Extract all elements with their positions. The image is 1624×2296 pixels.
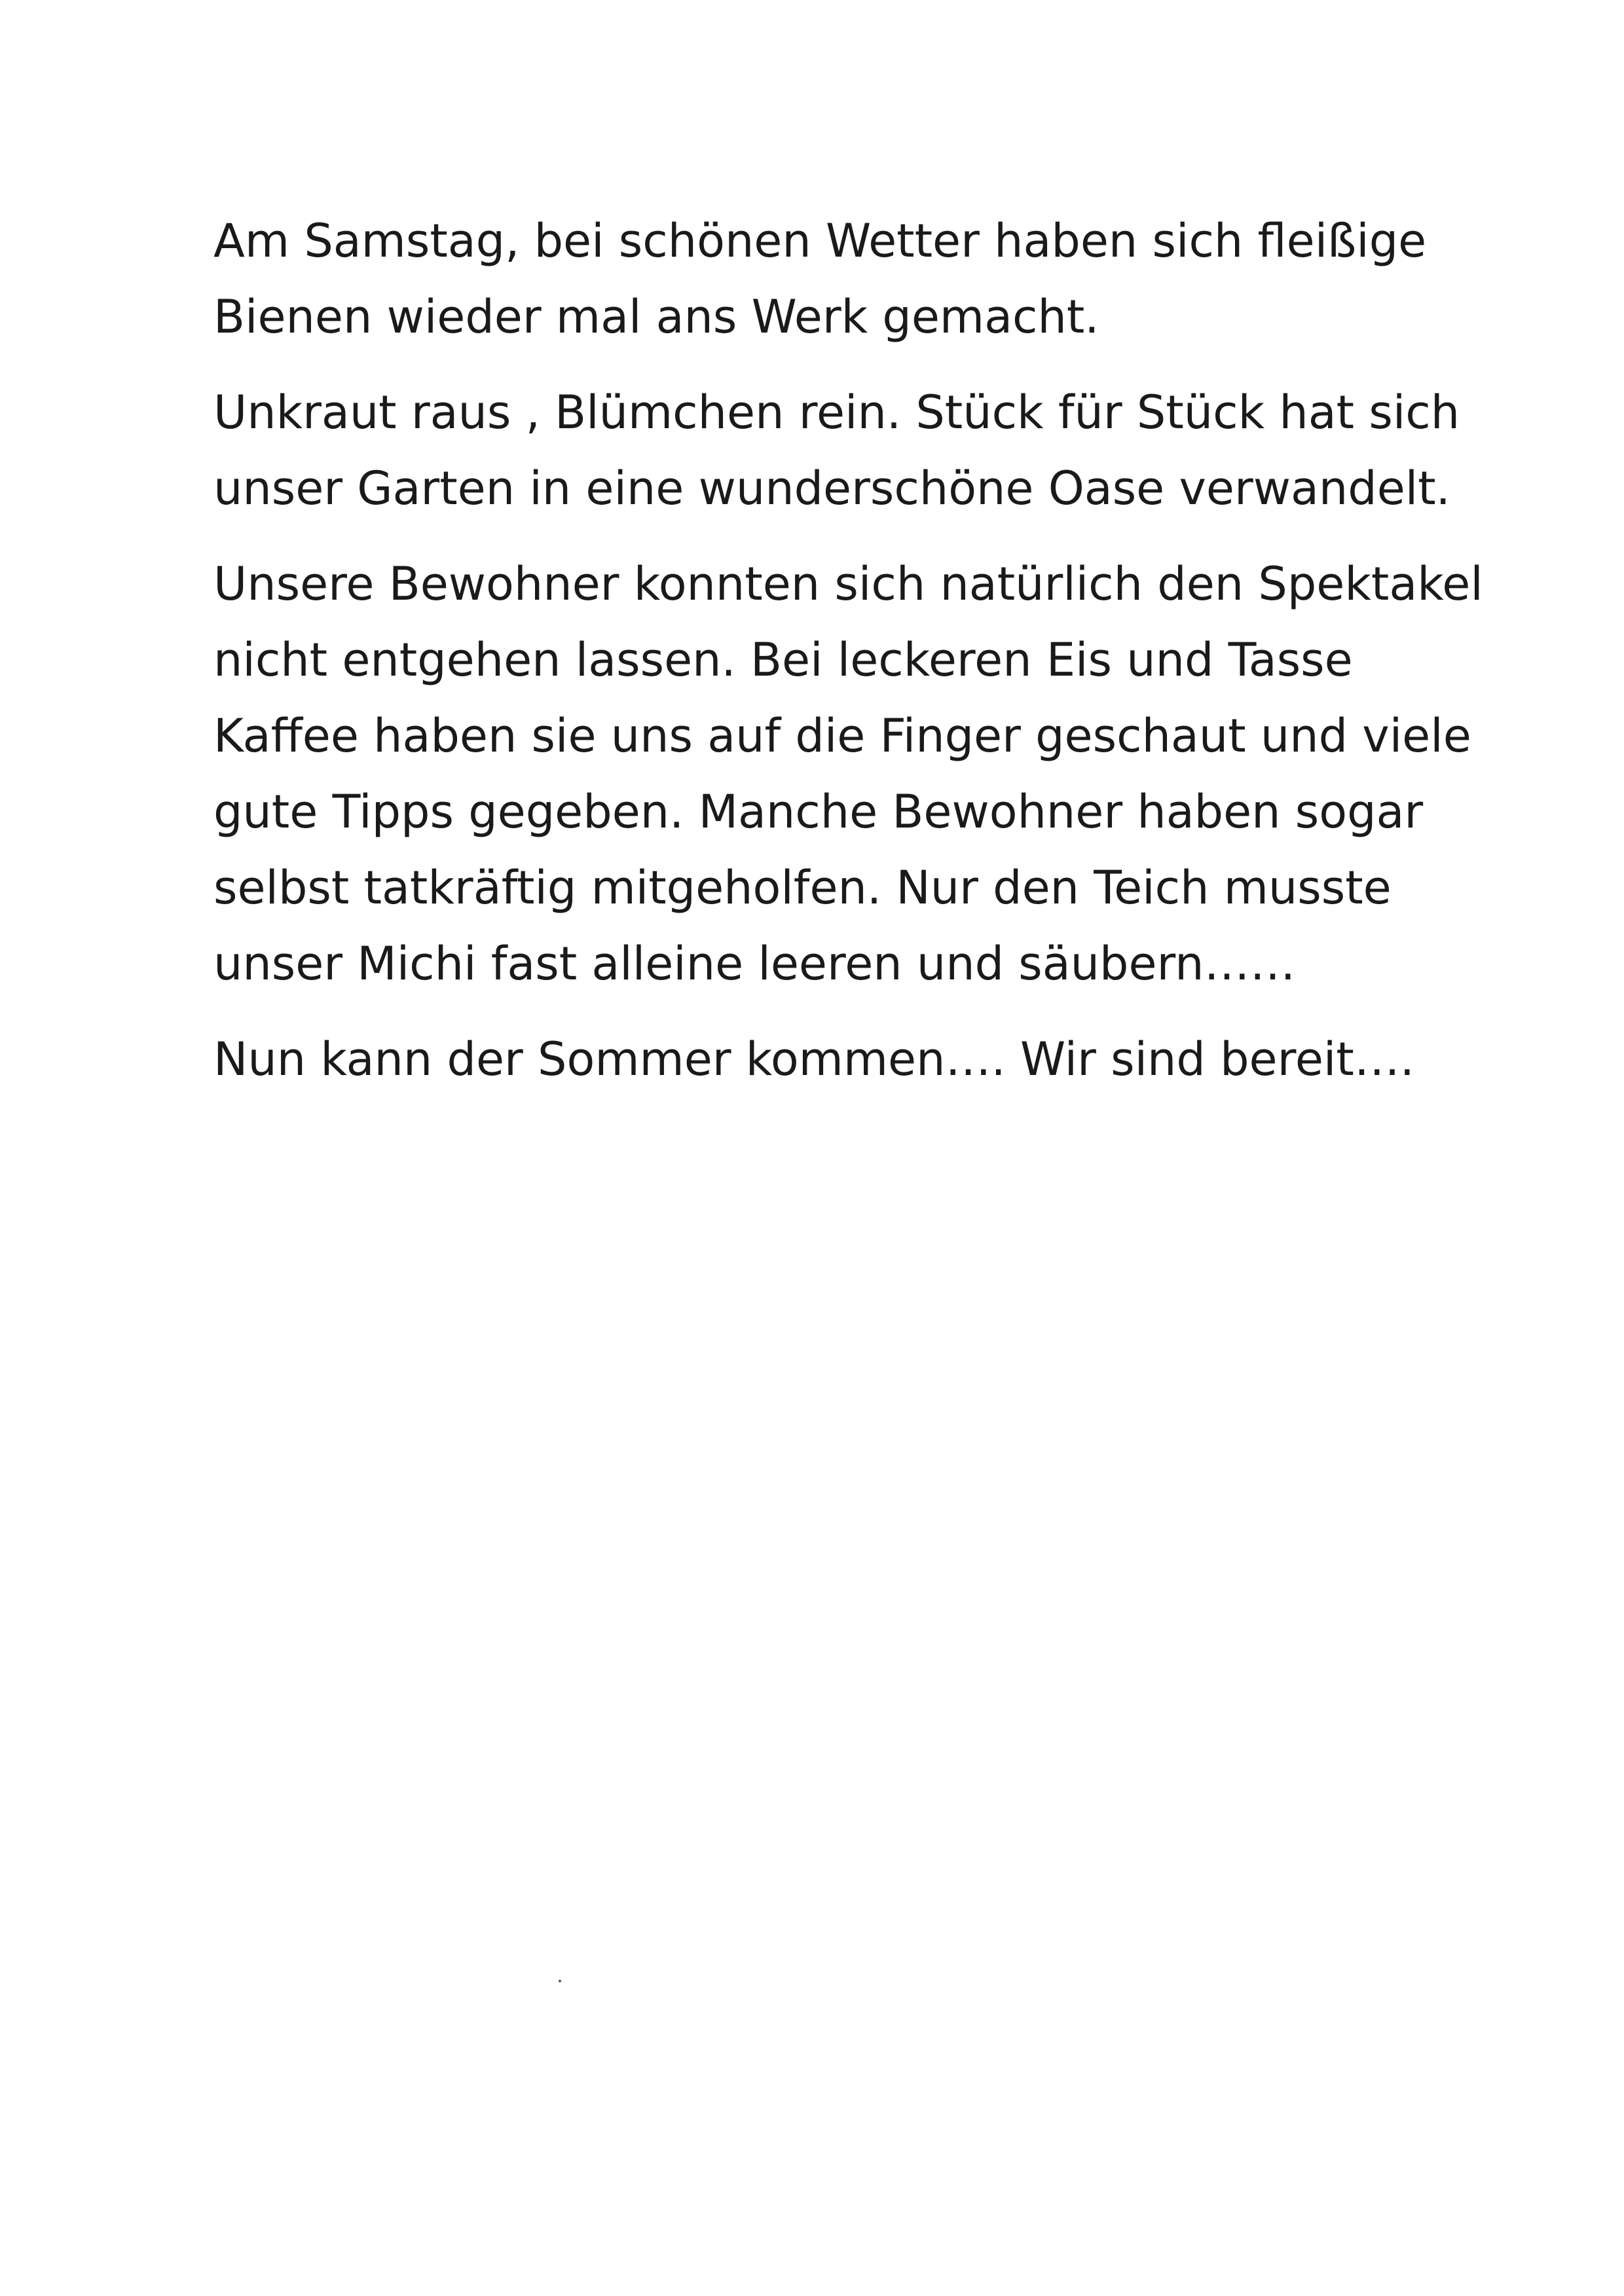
paragraph-2 xyxy=(213,374,1490,526)
text-line: Nun kann der Sommer kommen…. Wir sind bereit…. xyxy=(213,1032,1415,1086)
text-line: Kaffee haben sie uns auf die Finger geschaut und viele xyxy=(213,709,1471,763)
text-line: Am Samstag, bei schönen Wetter haben sich fleißige xyxy=(213,214,1427,268)
paragraph-3 xyxy=(213,546,1490,1002)
text-line: Bienen wieder mal ans Werk gemacht. xyxy=(213,290,1099,344)
text-line: Unkraut raus , Blümchen rein. Stück für Stück hat sich xyxy=(213,386,1460,439)
text-line: gute Tipps gegeben. Manche Bewohner haben sogar xyxy=(213,785,1424,839)
text-line: selbst tatkräftig mitgeholfen. Nur den Teich musste xyxy=(213,861,1392,915)
text-line: unser Garten in eine wunderschöne Oase verwandelt. xyxy=(213,462,1450,515)
text-line: nicht entgehen lassen. Bei leckeren Eis und Tasse xyxy=(213,633,1353,687)
text-line: Unsere Bewohner konnten sich natürlich den Spektakel xyxy=(213,557,1483,611)
text-line: unser Michi fast alleine leeren und säubern…… xyxy=(213,937,1296,991)
scan-speck xyxy=(559,1980,561,1982)
text-body xyxy=(213,203,1490,1117)
paragraph-4 xyxy=(213,1021,1490,1097)
paragraph-1 xyxy=(213,203,1490,355)
